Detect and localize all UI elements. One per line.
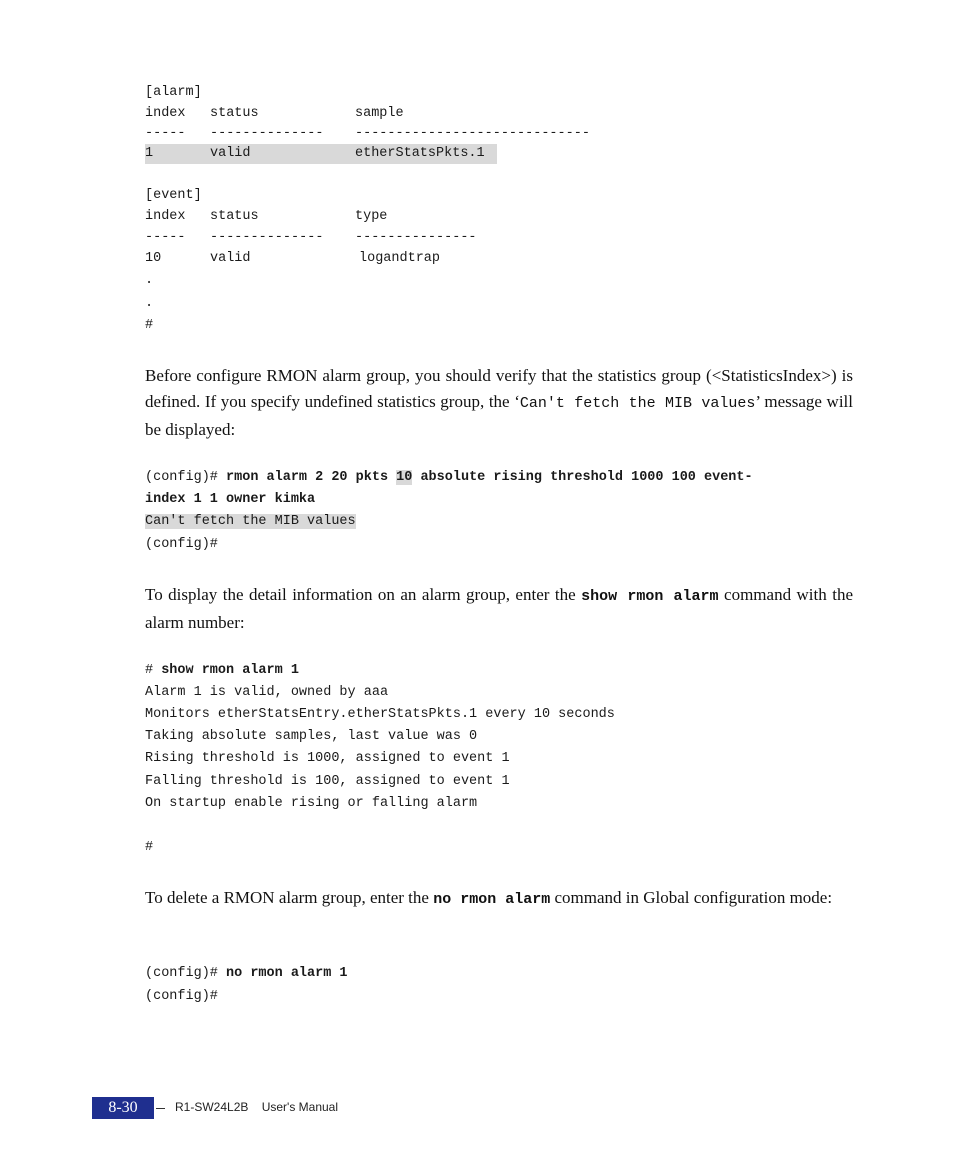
- row-index: 10: [145, 251, 162, 266]
- divider-type: ---------------: [355, 230, 477, 245]
- command-line: [145, 468, 753, 488]
- paragraph-text: ’ message will be displayed:: [145, 392, 853, 439]
- paragraph-delete-alarm: [145, 885, 853, 913]
- paragraph-text: To delete a RMON alarm group, enter the: [145, 888, 434, 907]
- paragraph-text: To display the detail information on an alarm group, enter the: [145, 585, 582, 604]
- paragraph-text: command in Global configuration mode:: [550, 888, 833, 907]
- inline-code: no rmon alarm: [433, 891, 551, 908]
- row-sample: etherStatsPkts.1: [355, 146, 485, 161]
- divider-status: --------------: [210, 230, 324, 245]
- column-sample: sample: [355, 106, 404, 121]
- output-line: Falling threshold is 100, assigned to event 1: [145, 774, 510, 789]
- divider-status: --------------: [210, 126, 324, 141]
- row-status: valid: [210, 146, 251, 161]
- column-status: status: [210, 209, 259, 224]
- output-line: Rising threshold is 1000, assigned to event 1: [145, 751, 510, 766]
- config-prompt: (config)#: [145, 470, 227, 485]
- command-text: rmon alarm 2 20 pkts: [226, 470, 397, 485]
- page-number-badge: 8-30: [92, 1097, 154, 1119]
- event-table-header: [event]: [145, 188, 202, 203]
- ellipsis-dot: .: [145, 296, 154, 311]
- footer-manual-title: R1-SW24L2B User's Manual: [175, 1100, 339, 1114]
- inline-code: Can't fetch the MIB values: [519, 395, 756, 412]
- prompt-line: #: [145, 318, 154, 333]
- row-index: 1: [145, 146, 154, 161]
- divider-sample: -----------------------------: [355, 126, 590, 141]
- event-table-row: [145, 249, 645, 269]
- divider-index: -----: [145, 126, 186, 141]
- alarm-table-row: [145, 144, 497, 164]
- highlighted-value: 10: [396, 470, 413, 485]
- command-text: show rmon alarm 1: [161, 663, 299, 678]
- output-line: Alarm 1 is valid, owned by aaa: [145, 685, 389, 700]
- event-table-columns: [145, 207, 645, 227]
- command-continuation: index 1 1 owner kimka: [145, 492, 316, 507]
- command-text: no rmon alarm 1: [226, 966, 348, 981]
- column-status: status: [210, 106, 259, 121]
- alarm-table-columns: [145, 104, 645, 124]
- column-type: type: [355, 209, 388, 224]
- config-prompt: (config)#: [145, 989, 218, 1004]
- ellipsis-dot: .: [145, 273, 154, 288]
- error-message: Can't fetch the MIB values: [145, 514, 356, 529]
- alarm-table-header: [alarm]: [145, 85, 202, 100]
- column-index: index: [145, 106, 186, 121]
- row-status: valid: [210, 251, 251, 266]
- output-line: Monitors etherStatsEntry.etherStatsPkts.1 every 10 seconds: [145, 707, 615, 722]
- prompt: #: [145, 663, 162, 678]
- column-index: index: [145, 209, 186, 224]
- config-prompt: (config)#: [145, 537, 218, 552]
- config-prompt: (config)#: [145, 966, 227, 981]
- alarm-table-divider: [145, 124, 645, 144]
- command-text: absolute rising threshold 1000 100 event-: [412, 470, 753, 485]
- output-line: Taking absolute samples, last value was 0: [145, 729, 478, 744]
- inline-code: show rmon alarm: [581, 588, 719, 605]
- row-type: logandtrap: [359, 251, 441, 266]
- divider-index: -----: [145, 230, 186, 245]
- paragraph-show-alarm: [145, 582, 853, 636]
- output-line: On startup enable rising or falling alarm: [145, 796, 478, 811]
- event-table-divider: [145, 228, 645, 248]
- command-line: [145, 964, 348, 984]
- paragraph-verify-statistics: [145, 363, 853, 443]
- paragraph-text: command with the alarm number:: [145, 585, 853, 632]
- command-line: [145, 661, 299, 681]
- paragraph-text: Before configure RMON alarm group, you should verify that the statistics group (<StatisticsIndex>) is defined. If you specify undefined statistics group, the ‘: [145, 366, 853, 411]
- prompt-line: #: [145, 840, 154, 855]
- footer-divider: [156, 1108, 165, 1109]
